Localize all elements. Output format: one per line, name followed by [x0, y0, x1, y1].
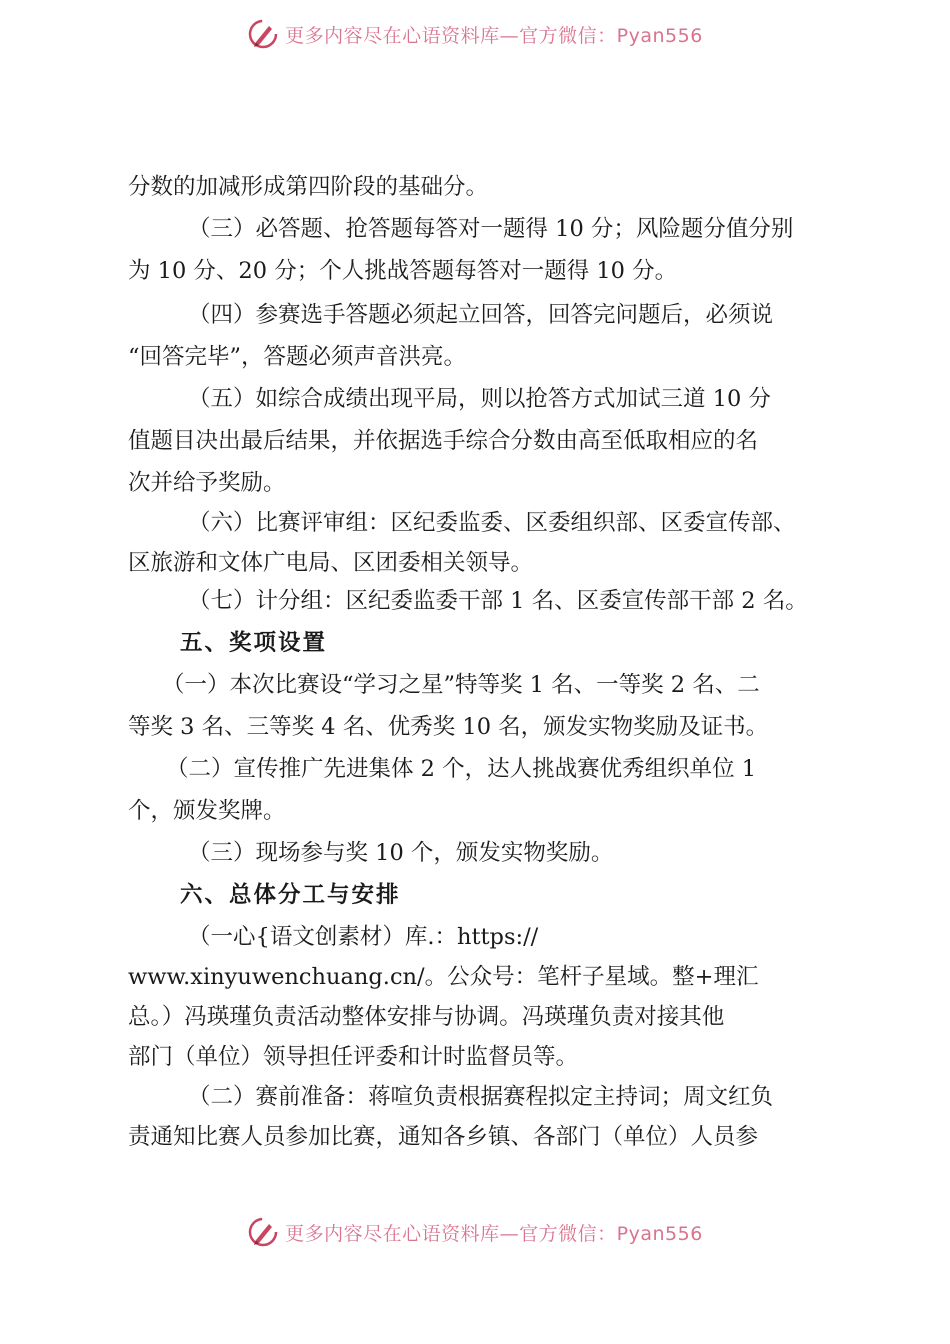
watermark-header: [0, 18, 950, 50]
watermark-text: 更多内容尽在心语资料库—官方微信：Pyan556: [285, 1222, 703, 1245]
body-line: （四）参赛选手答题必须起立回答，回答完问题后，必须说: [188, 302, 774, 328]
body-line: （二）宣传推广先进集体 2 个，达人挑战赛优秀组织单位 1: [166, 756, 757, 782]
body-line: www.xinyuwenchuang.cn/。公众号：笔杆子星域。整+理汇: [128, 964, 759, 990]
body-line: 责通知比赛人员参加比赛，通知各乡镇、各部门（单位）人员参: [128, 1124, 759, 1150]
body-line: （六）比赛评审组：区纪委监委、区委组织部、区委宣传部、: [188, 510, 796, 536]
body-line: （五）如综合成绩出现平局，则以抢答方式加试三道 10 分: [188, 386, 771, 412]
body-line: 为 10 分、20 分；个人挑战答题每答对一题得 10 分。: [128, 258, 678, 284]
watermark-text: 更多内容尽在心语资料库—官方微信：Pyan556: [285, 24, 703, 47]
body-line: （七）计分组：区纪委监委干部 1 名、区委宣传部干部 2 名。: [188, 588, 808, 614]
body-line: 区旅游和文体广电局、区团委相关领导。: [128, 550, 534, 576]
body-line: （三）现场参与奖 10 个，颁发实物奖励。: [188, 840, 614, 866]
body-line: （二）赛前准备：蒋喧负责根据赛程拟定主持词；周文红负: [188, 1084, 774, 1110]
body-line: 等奖 3 名、三等奖 4 名、优秀奖 10 名，颁发实物奖励及证书。: [128, 714, 769, 740]
body-line: （一心{语文创素材）库.：https://: [188, 924, 539, 950]
body-line: 个，颁发奖牌。: [128, 798, 286, 824]
section-heading-division: 六、总体分工与安排: [180, 882, 401, 908]
pen-logo-icon: [247, 1216, 279, 1248]
pen-logo-icon: [247, 18, 279, 50]
body-line: 总。）冯瑛瑾负责活动整体安排与协调。冯瑛瑾负责对接其他: [128, 1004, 725, 1030]
body-line: （一）本次比赛设“学习之星”特等奖 1 名、一等奖 2 名、二: [162, 672, 760, 698]
body-line: 分数的加减形成第四阶段的基础分。: [128, 174, 489, 200]
watermark-footer: [0, 1216, 950, 1248]
watermark-account: Pyan556: [616, 24, 703, 47]
body-line: “回答完毕”，答题必须声音洪亮。: [128, 344, 467, 370]
watermark-account: Pyan556: [616, 1222, 703, 1245]
body-line: 值题目决出最后结果，并依据选手综合分数由高至低取相应的名: [128, 428, 759, 454]
body-line: 部门（单位）领导担任评委和计时监督员等。: [128, 1044, 579, 1070]
body-line: 次并给予奖励。: [128, 470, 286, 496]
section-heading-awards: 五、奖项设置: [180, 630, 328, 656]
body-line: （三）必答题、抢答题每答对一题得 10 分；风险题分值分别: [188, 216, 794, 242]
